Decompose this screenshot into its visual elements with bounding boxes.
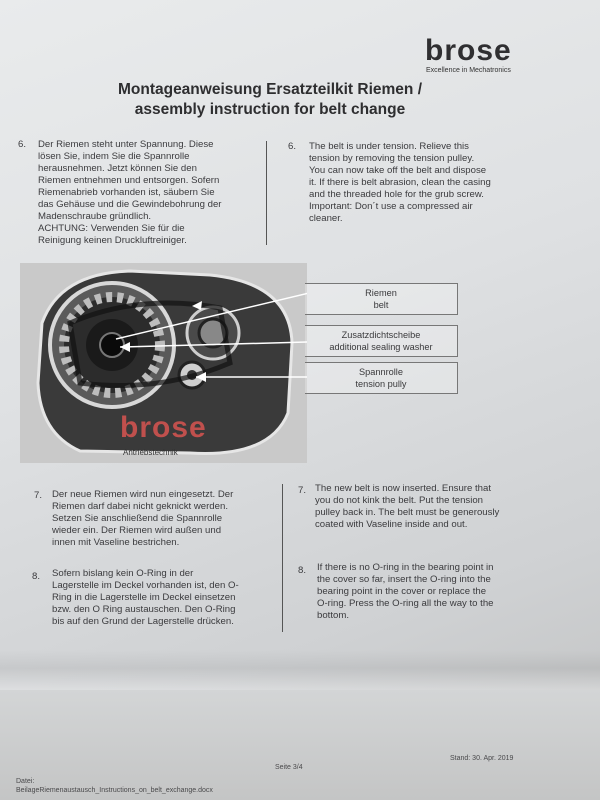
text-line: bearing point in the cover or replace the [317, 586, 487, 597]
step-7-text-de [52, 489, 282, 549]
revision-date: Stand: 30. Apr. 2019 [450, 755, 514, 762]
file-name: BeilageRiemenaustausch_Instructions_on_belt_exchange.docx [16, 787, 213, 794]
text-line: Der neue Riemen wird nun eingesetzt. Der [52, 489, 234, 500]
column-divider [266, 141, 267, 245]
text-line: The belt is under tension. Relieve this [309, 141, 469, 152]
step-8-text-en [317, 562, 547, 622]
step-6-number-de: 6. [18, 139, 27, 150]
step-8-text-de [52, 568, 282, 628]
brose-watermark: brose [120, 411, 207, 444]
text-line: innen mit Vaseline bestrichen. [52, 537, 180, 548]
step-8-number-en: 8. [298, 565, 307, 576]
motor-photo [20, 263, 307, 463]
page-title [60, 80, 480, 120]
callout-label-en: tension pully [355, 379, 407, 389]
text-line: coated with Vaseline inside and out. [315, 519, 468, 530]
page-fold [0, 650, 600, 690]
text-line: bis auf den Grund der Lagerstelle drücken. [52, 616, 234, 627]
title-line-en: assembly instruction for belt change [134, 101, 406, 118]
text-line: Lagerstelle im Deckel vorhanden ist, den O- [52, 580, 239, 591]
callout-label-en: additional sealing washer [329, 342, 433, 352]
step-7-text-en [315, 483, 545, 531]
text-line: lösen Sie, indem Sie die Spannrolle [38, 151, 190, 162]
text-line: The new belt is now inserted. Ensure that [315, 483, 491, 494]
callout-label-de: Spannrolle [359, 367, 403, 377]
text-line: Madenschraube gründlich. [38, 211, 152, 222]
callout-label-de: Zusatzdichtscheibe [341, 330, 421, 340]
callout-tension-pulley [305, 362, 458, 394]
text-line: If there is no O-ring in the bearing point in [317, 562, 494, 573]
text-line: bottom. [317, 610, 349, 621]
step-6-text-de [38, 139, 263, 247]
text-line: it. If there is belt abrasion, clean the casing [309, 177, 491, 188]
footer-sheet [0, 690, 600, 800]
step-6-text-en [309, 141, 539, 225]
text-line: wieder ein. Der Riemen wird außen und [52, 525, 222, 536]
logo-wordmark: brose [425, 34, 512, 67]
text-line: Riemen entnehmen und entsorgen. Sofern [38, 175, 220, 186]
step-7-number-de: 7. [34, 490, 43, 501]
brose-logo [425, 36, 535, 74]
callout-belt [305, 283, 458, 315]
text-line: Setzen Sie anschließend die Spannrolle [52, 513, 223, 524]
page-number: Seite 3/4 [275, 764, 303, 771]
text-line: and the threaded hole for the grub screw. [309, 189, 484, 200]
step-6-number-en: 6. [288, 141, 297, 152]
text-line: bzw. den O Ring austauschen. Den O-Ring [52, 604, 236, 615]
step-7-number-en: 7. [298, 485, 307, 496]
watermark-subtitle: Antriebstechnik [123, 448, 178, 457]
text-line: the cover so far, insert the O-ring into the [317, 574, 491, 585]
text-line: Riemen darf dabei nicht geknickt werden. [52, 501, 228, 512]
text-line: Sofern bislang kein O-Ring in der [52, 568, 194, 579]
title-line-de: Montageanweisung Ersatzteilkit Riemen / [117, 81, 423, 98]
text-line: pulley back in. The belt must be generously [315, 507, 500, 518]
callout-sealing-washer [305, 325, 458, 357]
text-line: Ring in die Lagerstelle im Deckel einsetzen [52, 592, 236, 603]
callout-label-en: belt [373, 300, 389, 310]
text-line: Der Riemen steht unter Spannung. Diese [38, 139, 214, 150]
text-line: O-ring. Press the O-ring all the way to the [317, 598, 494, 609]
text-line: You can now take off the belt and dispose [309, 165, 487, 176]
callout-label-de: Riemen [365, 288, 397, 298]
file-label: Datei: [16, 778, 35, 785]
column-divider [282, 484, 283, 632]
text-line: you do not kink the belt. Put the tension [315, 495, 484, 506]
text-line: cleaner. [309, 213, 343, 224]
logo-tagline: Excellence in Mechatronics [426, 67, 511, 74]
text-line: das Gehäuse und die Gewindebohrung der [38, 199, 222, 210]
text-line: tension by removing the tension pulley. [309, 153, 475, 164]
text-line: Important: Don´t use a compressed air [309, 201, 473, 212]
text-line: Riemenabrieb vorhanden ist, säubern Sie [38, 187, 215, 198]
text-line: herausnehmen. Jetzt können Sie den [38, 163, 197, 174]
text-line: ACHTUNG: Verwenden Sie für die [38, 223, 185, 234]
step-8-number-de: 8. [32, 571, 41, 582]
text-line: Reinigung keinen Druckluftreiniger. [38, 235, 187, 246]
